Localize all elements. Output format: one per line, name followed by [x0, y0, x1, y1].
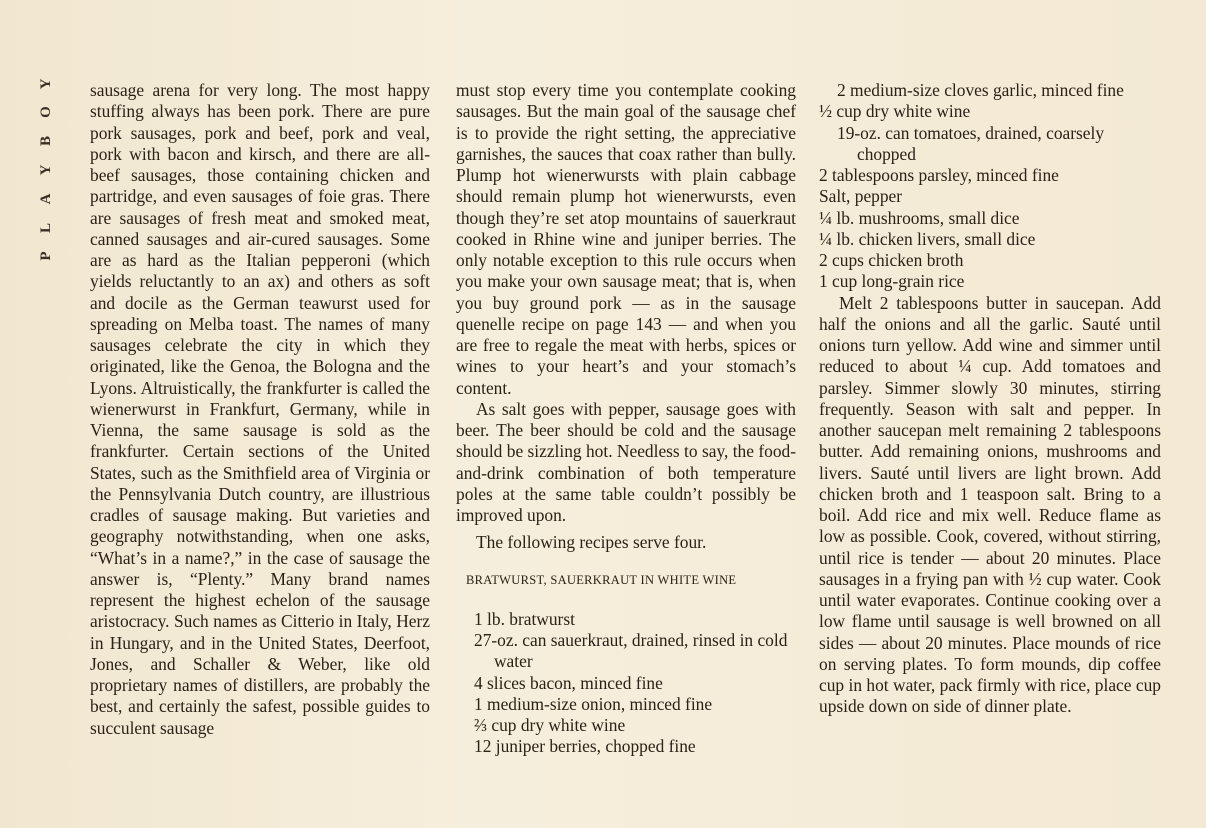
brand-letter: L	[38, 223, 54, 234]
ingredient-item: 4 slices bacon, minced fine	[474, 672, 663, 693]
ingredient-item: 12 juniper berries, chopped fine	[474, 736, 696, 757]
ingredient-item: 1 lb. bratwurst	[474, 608, 575, 629]
ingredient-item: ⅔ cup dry white wine	[474, 715, 626, 735]
brand-letter: Y	[38, 78, 54, 90]
body-paragraph: As salt goes with pepper, sausage goes with beer. The beer should be cold and the sausage should be sizzling hot. Needless to say, the food-and-drink combination of both temperature poles at the same table couldn’t possibly be improved upon.	[456, 398, 796, 525]
recipe-method: Melt 2 tablespoons butter in saucepan. Add half the onions and all the garlic. Sauté until onions turn yellow. Add wine and simmer until reduced to about ¼ cup. Add tomatoes and parsley. Simmer slowly 30 minutes, stirring frequently. Season with salt and pepper. In another saucepan melt remaining 2 tablespoons butter. Add remaining onions, mushrooms and livers. Sauté until livers are light brown. Add chicken broth and 1 teaspoon salt. Bring to a boil. Add rice and mix well. Reduce flame as low as possible. Cook, covered, without stirring, until rice is tender — about 20 minutes. Place sausages in a frying pan with ½ cup water. Cook until water evaporates. Continue cooking over a low flame until sausage is well browned on all sides — about 20 minutes. Place mounds of rice on serving plates. To form mounds, dip coffee cup in hot water, pack firmly with rice, place cup upside down on side of dinner plate.	[819, 292, 1161, 717]
magazine-name-vertical	[31, 74, 61, 274]
body-paragraph: must stop every time you contemplate cooking sausages. But the main goal of the sausage chef is to provide the right setting, the appreciative garnishes, the sauces that coax rather than bully. Plump hot wienerwursts with plain cabbage should remain plump hot wienerwursts, even though they’re set atop mountains of sauerkraut cooked in Rhine wine and juniper berries. The only notable exception to this rule occurs when you make your own sausage meat; that is, when you buy ground pork — as in the sausage quenelle recipe on page 143 — and when you are free to regale the meat with herbs, spices or wines to your heart’s and your stomach’s content.	[456, 80, 796, 398]
brand-letter: Y	[38, 164, 54, 176]
serving-note: The following recipes serve four.	[476, 532, 707, 553]
brand-letter: B	[38, 136, 54, 147]
text-column-left	[90, 80, 430, 739]
brand-letter: P	[38, 251, 54, 261]
ingredient-item: ¼ lb. chicken livers, small dice	[819, 228, 1036, 249]
brand-letter: A	[38, 193, 54, 205]
ingredient-item: 2 cups chicken broth	[819, 250, 964, 270]
ingredient-list	[819, 80, 1161, 293]
ingredient-item: ¼ lb. mushrooms, small dice	[819, 207, 1020, 228]
ingredient-item: 2 tablespoons parsley, minced fine	[819, 165, 1059, 185]
body-paragraph: sausage arena for very long. The most happy stuffing always has been pork. There are pure pork sausages, pork and beef, pork and veal, pork with bacon and kirsch, and there are all-beef sausages, those containing chicken and partridge, and even sausages of foie gras. There are sausages of fresh meat and smoked meat, canned sausages and air-cured sausages. Some are as hard as the Italian pepperoni (which yields reluctantly to an ax) and others as soft and docile as the German teawurst used for spreading on Melba toast. The names of many sausages celebrate the city in which they originated, like the Genoa, the Bologna and the Lyons. Altruistically, the frankfurter is called the wienerwurst in Frankfurt, Germany, while in Vienna, the same sausage is sold as the frankfurter. Certain sections of the United States, such as the Smithfield area of Virginia or the Pennsylvania Dutch country, are illustrious cradles of sausage making. But varieties and geography notwithstanding, when one asks, “What’s in a name?,” in the case of sausage the answer is, “Plenty.” Many brand names represent the highest echelon of the sausage aristocracy. Such names as Citterio in Italy, Herz in Hungary, and in the United States, Deerfoot, Jones, and Schaller & Weber, like old proprietary names of distillers, are probably the best, and certainly the safest, possible guides to succulent sausage	[90, 80, 430, 738]
brand-letter: O	[38, 106, 54, 118]
ingredient-item: 19-oz. can tomatoes, drained, coarsely chopped	[837, 122, 1105, 164]
ingredient-item: 1 medium-size onion, minced fine	[474, 693, 713, 714]
text-column-middle	[456, 80, 796, 758]
ingredient-item: 27-oz. can sauerkraut, drained, rinsed in cold water	[474, 630, 788, 672]
ingredient-list	[456, 609, 796, 758]
text-column-right	[819, 80, 1161, 718]
ingredient-item: 2 medium-size cloves garlic, minced fine	[837, 80, 1124, 100]
ingredient-item: Salt, pepper	[819, 186, 903, 207]
ingredient-item: ½ cup dry white wine	[819, 101, 971, 122]
recipe-heading: BRATWURST, SAUERKRAUT IN WHITE WINE	[466, 572, 737, 587]
ingredient-item: 1 cup long-grain rice	[819, 271, 965, 292]
